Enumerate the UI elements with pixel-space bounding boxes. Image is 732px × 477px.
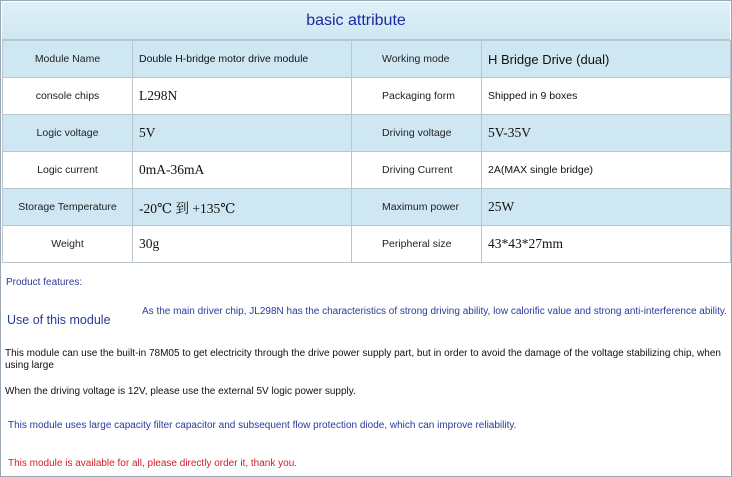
row-label: Storage Temperature	[3, 189, 133, 226]
row-value: Double H-bridge motor drive module	[133, 41, 352, 78]
row-label: Maximum power	[352, 189, 482, 226]
row-label: Working mode	[352, 41, 482, 78]
row-value: -20℃ 到 +135℃	[133, 189, 352, 226]
table-row	[3, 115, 731, 152]
row-label: Peripheral size	[352, 226, 482, 263]
row-value: 30g	[133, 226, 352, 263]
table-row	[3, 78, 731, 115]
row-value: 5V-35V	[482, 115, 731, 152]
table-row	[3, 189, 731, 226]
row-label: console chips	[3, 78, 133, 115]
row-value: 43*43*27mm	[482, 226, 731, 263]
row-label: Weight	[3, 226, 133, 263]
voltage-note: When the driving voltage is 12V, please use the external 5V logic power supply.	[5, 386, 356, 397]
use-label: Use of this module	[7, 313, 111, 327]
row-label: Logic current	[3, 152, 133, 189]
row-value: 2A(MAX single bridge)	[482, 152, 731, 189]
row-value: L298N	[133, 78, 352, 115]
table-row	[3, 41, 731, 78]
builtin-regulator-note: This module can use the built-in 78M05 to get electricity through the drive power supply part, but in order to avoid the damage of the voltage stabilizing chip, when using large	[5, 348, 721, 371]
row-label: Logic voltage	[3, 115, 133, 152]
table-row	[3, 226, 731, 263]
row-label: Module Name	[3, 41, 133, 78]
product-features	[2, 262, 730, 476]
features-heading: Product features:	[6, 277, 83, 288]
capacitor-note: This module uses large capacity filter capacitor and subsequent flow protection diode, which can improve reliability.	[8, 420, 517, 431]
row-value: H Bridge Drive (dual)	[482, 41, 731, 78]
row-value: Shipped in 9 boxes	[482, 78, 731, 115]
row-label: Driving voltage	[352, 115, 482, 152]
row-value: 0mA-36mA	[133, 152, 352, 189]
title-bar	[2, 2, 730, 40]
use-description: As the main driver chip, JL298N has the characteristics of strong driving ability, low calorific value and strong anti-interference ability.	[142, 306, 727, 317]
order-note: This module is available for all, please directly order it, thank you.	[8, 458, 298, 469]
row-value: 5V	[133, 115, 352, 152]
table-row	[3, 152, 731, 189]
row-label: Packaging form	[352, 78, 482, 115]
row-label: Driving Current	[352, 152, 482, 189]
attribute-table	[2, 40, 731, 263]
page-title: basic attribute	[306, 11, 406, 29]
row-value: 25W	[482, 189, 731, 226]
